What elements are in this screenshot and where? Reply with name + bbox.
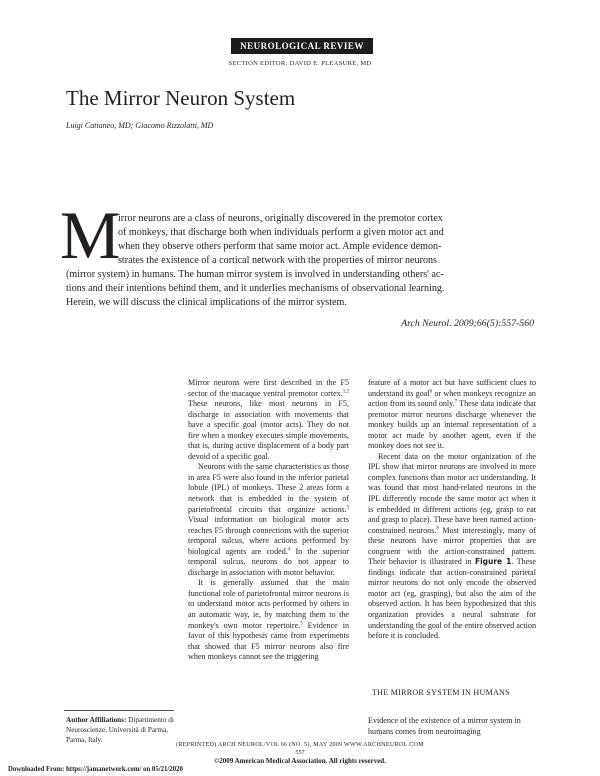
paragraph: Mirror neurons were first described in the F5 sector of the macaque ventral premotor cortex.$^{1,2}$ These neurons, like most neurons in F5, discharge in association with movements that have a specific goal (motor acts). They do not fire when a monkey executes simple movements, that is, during active displacement of a body part devoid of a specific goal. xyxy=(188,378,349,461)
journal-citation: Arch Neurol. 2009;66(5):557-560 xyxy=(401,318,534,329)
drop-cap: M xyxy=(60,197,121,273)
download-notice: Downloaded From: https://jamanetwork.com/ on 05/21/2020 xyxy=(8,766,183,773)
author-affiliations: Author Affiliations: Dipartimento di Neuroscienze, Università di Parma, Parma, Italy. xyxy=(66,716,174,744)
paragraph: feature of a motor act but have sufficient clues to understand its goal$^6$ or when monkeys recognize an action from its sound only.$^7$ These data indicate that premotor mirror neurons discharge whenever the monkey builds up an internal representation of a motor act made by another agent, even if the monkey does not see it. xyxy=(368,378,536,451)
abstract-line: irror neurons are a class of neurons, originally discovered in the premotor cortex xyxy=(118,213,443,224)
abstract-line: tions and their intentions behind them, and it underlies mechanisms of observational learning. xyxy=(66,283,445,294)
section-banner: NEUROLOGICAL REVIEW xyxy=(231,38,373,54)
body-column-2 xyxy=(368,378,536,642)
divider xyxy=(64,710,174,711)
article-title: The Mirror Neuron System xyxy=(66,86,296,110)
abstract-line: Herein, we will discuss the clinical implications of the mirror system. xyxy=(66,297,347,308)
section-editor: SECTION EDITOR: DAVID E. PLEASURE, MD xyxy=(228,60,372,67)
abstract-line: when they observe others perform that same motor act. Ample evidence demon- xyxy=(118,241,442,252)
abstract-line: (mirror system) in humans. The human mirror system is involved in understanding others' ac- xyxy=(66,269,444,280)
page-number: 557 xyxy=(295,749,305,756)
figure-reference[interactable]: Figure 1 xyxy=(474,557,512,567)
abstract-line: of monkeys, that discharge both when individuals perform a given motor act and xyxy=(118,227,444,238)
footer-meta: (REPRINTED) ARCH NEUROL/VOL 66 (NO. 5), MAY 2009 WWW.ARCHNEUROL.COM xyxy=(176,741,424,748)
abstract-line: strates the existence of a cortical network with the properties of mirror neurons xyxy=(118,255,437,266)
paragraph: Neurons with the same characteristics as those in area F5 were also found in the inferior parietal lobule (IPL) of monkeys. These 2 areas form a network that is embedded in the system of parietofrontal circuits that organize actions.$^3$ Visual information on biological motor acts reaches F5 through connections with the superior temporal sulcus, where actions performed by biological agents are coded.$^4$ In the superior temporal sulcus, neurons do not appear to discharge in association with motor behavior. xyxy=(188,462,349,577)
paragraph: It is generally assumed that the main functional role of parietofrontal mirror neurons is to understand motor acts performed by others in an automatic way, ie, by matching them to the monkey's own motor repertoire.$^5$ Evidence in favor of this hypothesis came from experiments that showed that F5 mirror neurons also fire when monkeys cannot see the triggering xyxy=(188,578,349,662)
body-column-1 xyxy=(188,378,349,663)
article-authors: Luigi Cattaneo, MD; Giacomo Rizzolatti, MD xyxy=(66,121,214,130)
copyright: ©2009 American Medical Association. All rights reserved. xyxy=(214,757,386,765)
paragraph: Recent data on the motor organization of the IPL show that mirror neurons are involved in more complex functions than motor act understanding. It was found that most hand-related neurons in the IPL differently encode the same motor act when it is embedded in different actions (eg, grasp to eat and grasp to place). These have been named action-constrained neurons.$^8$ Most interestingly, many of these neurons have mirror properties that are congruent with the action-constrained pattern. Their behavior is illustrated in Figure 1. These findings indicate that action-constrained parietal mirror neurons do not only encode the observed motor act (eg, grasping), but also the aim of the observed action. It has been hypothesized that this organization provides a neural substrate for understanding the goal of the entire observed action before it is concluded. xyxy=(368,451,536,641)
section-heading: THE MIRROR SYSTEM IN HUMANS xyxy=(372,688,510,697)
paragraph: Evidence of the existence of a mirror system in humans comes from neuroimaging xyxy=(368,716,521,736)
